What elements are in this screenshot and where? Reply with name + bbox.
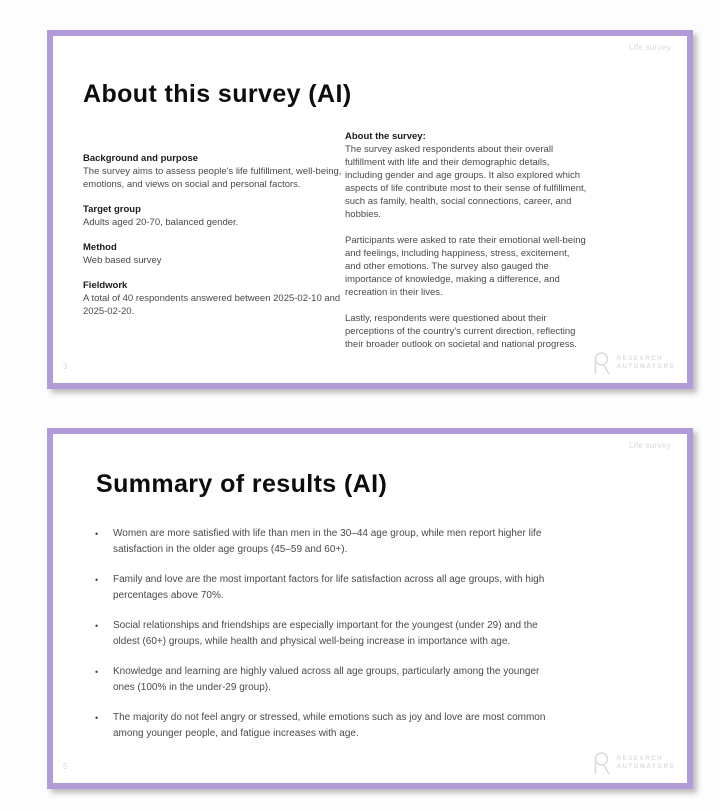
research-automators-logo [592,351,675,375]
bullet-icon: • [95,621,99,631]
bullet-icon: • [95,529,99,539]
bullet-icon: • [95,575,99,585]
bullet-text: Knowledge and learning are highly valued across all age groups, particularly among the younger ones (100% in the under-29 group). [113,666,540,693]
section-body: Adults aged 20-70, balanced gender. [83,217,239,228]
section-body: Web based survey [83,255,162,266]
bullet-list [95,526,555,756]
section-body: A total of 40 respondents answered between 2025-02-10 and 2025-02-20. [83,293,341,317]
logo-text [617,755,675,771]
bullet-text: The majority do not feel angry or stressed, while emotions such as joy and love are most common among younger people, and fatigue increases with age. [113,712,546,739]
paragraph: Participants were asked to rate their emotional well-being and feelings, including happiness, stress, excitement, and other emotions. The survey also gauged the importance of knowledge, making a difference, and recreation in their lives. [345,235,586,298]
left-column [83,152,343,330]
bullet-item [95,526,555,557]
section-heading: About the survey: [345,131,426,142]
paragraph: Lastly, respondents were questioned about their perceptions of the country's current direction, reflecting their broader outlook on societal and national progress. [345,313,577,350]
logo-text-line2: AUTOMATORS [616,764,675,770]
section-heading: Fieldwork [83,280,128,291]
slide-header-label: Life survey [629,43,671,52]
slide-about-survey-inner [53,36,687,383]
research-automators-logo-icon [592,351,612,375]
bullet-item [95,572,555,603]
paragraph: The survey asked respondents about their overall fulfillment with life and their demographic details, including gender and age groups. It also explored which aspects of life contribute most to their sense of fulfillment, such as family, health, social connections, career, and hobbies. [345,144,587,220]
slide-title: About this survey (AI) [83,80,352,108]
bullet-text: Social relationships and friendships are especially important for the youngest (under 29) and the oldest (60+) groups, while health and physical well-being increase in importance with age. [113,620,538,647]
section-method [83,241,343,267]
section-heading: Background and purpose [83,153,199,164]
section-target-group [83,203,343,229]
logo-text [617,355,675,371]
bullet-text: Family and love are the most important factors for life satisfaction across all age groups, with high percentages above 70%. [113,574,545,601]
bullet-item [95,618,555,649]
logo-text-line2: AUTOMATORS [616,364,675,370]
slide-summary-results [47,428,693,789]
slide-title: Summary of results (AI) [96,470,388,498]
research-automators-logo-icon [592,751,612,775]
right-column [345,130,587,364]
logo-text-line1: RESEARCH [616,356,664,362]
section-background-purpose [83,152,343,191]
slide-summary-results-inner [53,434,687,783]
bullet-icon: • [95,713,99,723]
bullet-text: Women are more satisfied with life than men in the 30–44 age group, while men report higher life satisfaction in the older age groups (45–59 and 60+). [113,528,542,555]
logo-text-line1: RESEARCH [616,756,664,762]
section-body: The survey aims to assess people's life fulfillment, well-being, emotions, and views on social and personal factors. [83,166,342,190]
bullet-item [95,710,555,741]
section-heading: Method [83,242,117,253]
slide-about-survey [47,30,693,389]
page-number: 5 [63,762,68,771]
section-fieldwork [83,279,343,318]
section-heading: Target group [83,204,141,215]
bullet-item [95,664,555,695]
research-automators-logo [592,751,675,775]
page-number: 3 [63,362,68,371]
slide-header-label: Life survey [629,441,671,450]
bullet-icon: • [95,667,99,677]
